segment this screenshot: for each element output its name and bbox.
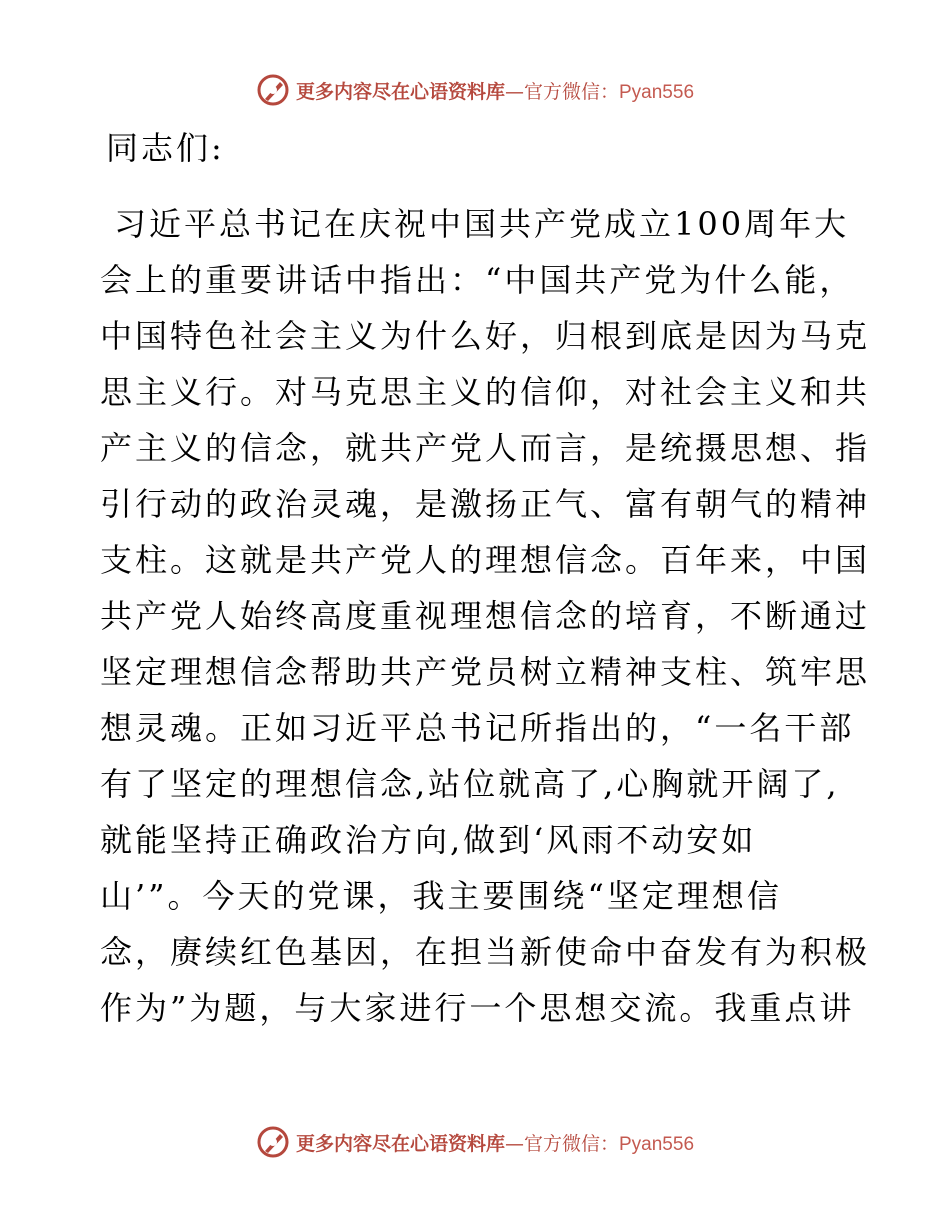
- text-line: 引行动的政治灵魂，是激扬正气、富有朝气的精神: [100, 485, 871, 523]
- text-line: 念，赓续红色基因，在担当新使命中奋发有为积极: [100, 933, 871, 971]
- quill-logo-icon: [256, 73, 290, 107]
- text-line: 想灵魂。正如习近平总书记所指出的，“一名干部: [100, 709, 855, 747]
- text-line: 支柱。这就是共产党人的理想信念。百年来，中国: [100, 541, 871, 579]
- text-line: 山’”。今天的党课，我主要围绕“坚定理想信: [100, 877, 782, 915]
- quill-logo-icon: [256, 1125, 290, 1159]
- header-wechat-id: Pyan556: [619, 81, 695, 103]
- text-line: 有了坚定的理想信念,站位就高了,心胸就开阔了,: [100, 765, 840, 803]
- footer-dash: —: [504, 1132, 524, 1155]
- text-line: 就能坚持正确政治方向,做到‘风雨不动安如: [100, 821, 757, 859]
- header-watermark-text: [296, 77, 694, 104]
- text-line: 会上的重要讲话中指出：“中国共产党为什么能，: [100, 261, 855, 299]
- greeting: 同志们:: [106, 129, 225, 167]
- text-line: 思主义行。对马克思主义的信仰，对社会主义和共: [100, 373, 871, 411]
- text-line: 坚定理想信念帮助共产党员树立精神支柱、筑牢思: [100, 653, 871, 691]
- header-dash: —: [504, 80, 524, 103]
- header-watermark-banner: [0, 70, 950, 110]
- footer-watermark-text: [296, 1129, 694, 1156]
- text-line: 共产党人始终高度重视理想信念的培育，不断通过: [100, 597, 871, 635]
- text-line: 作为”为题，与大家进行一个思想交流。我重点讲: [100, 989, 855, 1027]
- footer-official-label: 官方微信：: [523, 1132, 619, 1155]
- text-line: 习近平总书记在庆祝中国共产党成立100周年大: [114, 205, 850, 243]
- footer-wechat-id: Pyan556: [619, 1133, 695, 1155]
- footer-brand-text: 更多内容尽在心语资料库: [295, 1132, 505, 1155]
- header-brand-text: 更多内容尽在心语资料库: [295, 80, 505, 103]
- text-line: 中国特色社会主义为什么好，归根到底是因为马克: [100, 317, 871, 355]
- header-official-label: 官方微信：: [523, 80, 619, 103]
- text-line: 产主义的信念，就共产党人而言，是统摄思想、指: [100, 429, 871, 467]
- footer-watermark-banner: [0, 1122, 950, 1162]
- body-paragraph: [100, 196, 871, 1036]
